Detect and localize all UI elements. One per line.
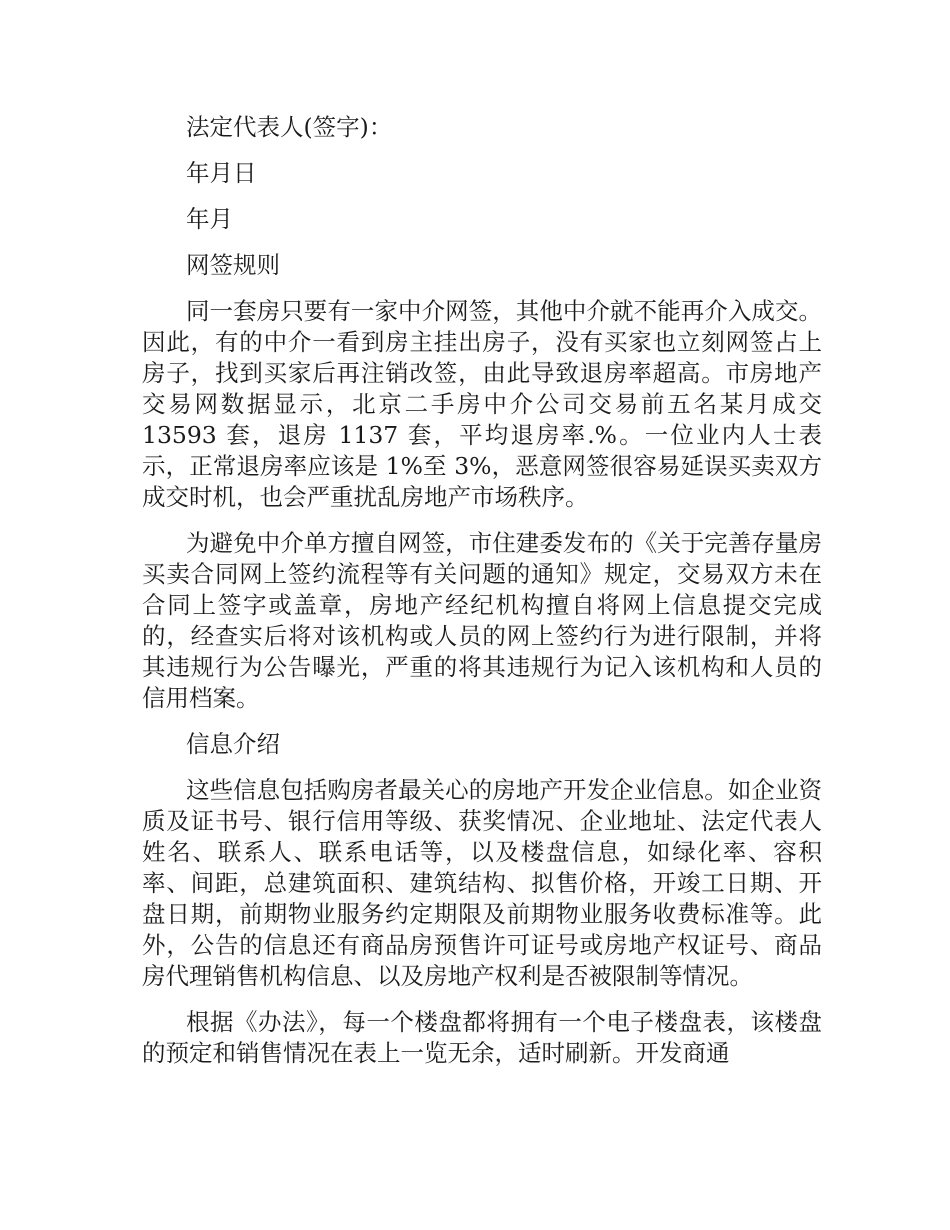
document-page [142, 112, 822, 1084]
date-line-full: 年月日 [186, 159, 257, 187]
date-line-short: 年月 [186, 205, 233, 233]
section-heading-information-introduction: 信息介绍 [186, 730, 280, 758]
paragraph-information-introduction-2: 根据《办法》，每一个楼盘都将拥有一个电子楼盘表，该楼盘的预定和销售情况在表上一览无余，适时刷新。开发商通 [142, 1008, 822, 1067]
paragraph-online-signing-rules-2: 为避免中介单方擅自网签，市住建委发布的《关于完善存量房买卖合同网上签约流程等有关问题的通知》规定，交易双方未在合同上签字或盖章，房地产经纪机构擅自将网上信息提交完成的，经查实后将对该机构或人员的网上签约行为进行限制，并将其违规行为公告曝光，严重的将其违规行为记入该机构和人员的信用档案。 [142, 529, 822, 712]
paragraph-information-introduction-1: 这些信息包括购房者最关心的房地产开发企业信息。如企业资质及证书号、银行信用等级、获奖情况、企业地址、法定代表人姓名、联系人、联系电话等，以及楼盘信息，如绿化率、容积率、间距，总建筑面积、建筑结构、拟售价格，开竣工日期、开盘日期，前期物业服务约定期限及前期物业服务收费标准等。此外，公告的信息还有商品房预售许可证号或房地产权证号、商品房代理销售机构信息、以及房地产权利是否被限制等情况。 [142, 776, 822, 990]
paragraph-online-signing-rules-1: 同一套房只要有一家中介网签，其他中介就不能再介入成交。因此，有的中介一看到房主挂出房子，没有买家也立刻网签占上房子，找到买家后再注销改签，由此导致退房率超高。市房地产交易网数据显示，北京二手房中介公司交易前五名某月成交 13593 套，退房 1137 套，平均退房率.%。一位业内人士表示，正常退房率应该是 1%至 3%，恶意网签很容易延误买卖双方成交时机，也会严重扰乱房地产市场秩序。 [142, 297, 822, 511]
signature-line: 法定代表人(签字)： [186, 113, 393, 141]
section-heading-online-signing-rules: 网签规则 [186, 251, 280, 279]
